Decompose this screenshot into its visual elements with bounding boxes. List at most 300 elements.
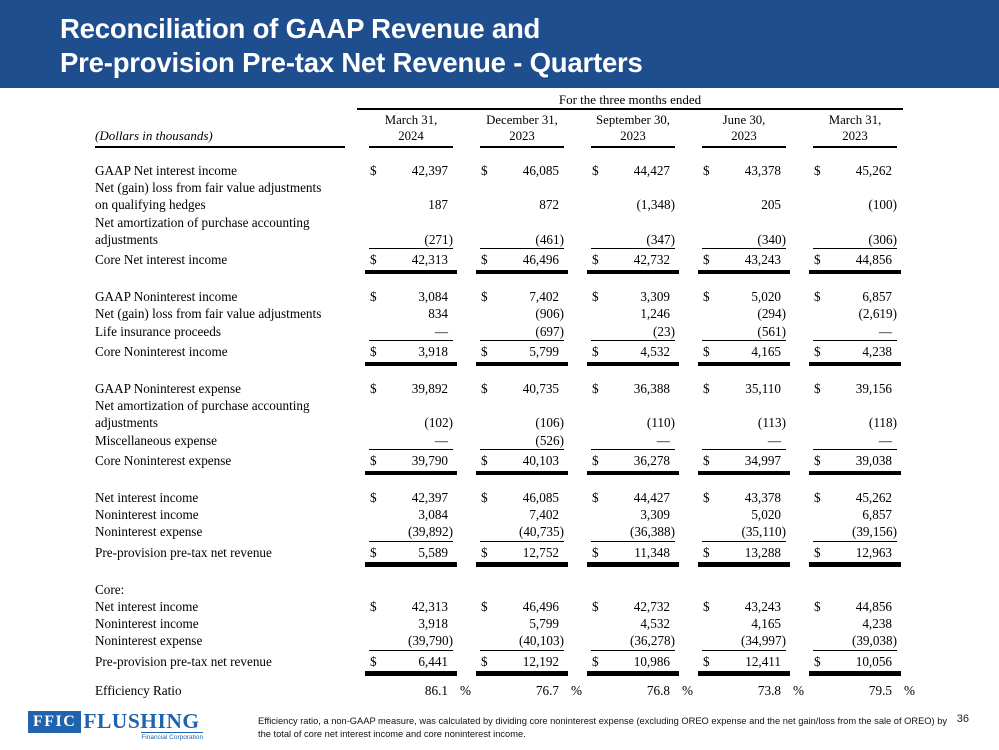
table-row — [95, 323, 910, 340]
dollar-sign: $ — [703, 452, 710, 468]
dollar-sign: $ — [814, 452, 821, 468]
slide-title-line1: Reconciliation of GAAP Revenue and — [60, 13, 541, 44]
value-cell — [591, 305, 675, 322]
cell-value: 4,165 — [751, 343, 781, 359]
value-cell — [480, 414, 564, 431]
row-label — [95, 581, 345, 598]
table-row — [95, 506, 910, 523]
value-cell — [369, 650, 453, 670]
logo-subtitle: Financial Corporation — [141, 734, 204, 741]
dollar-sign: $ — [481, 252, 488, 268]
cell-value: 76.8 — [646, 682, 670, 698]
column-header-date: December 31, — [486, 113, 558, 127]
value-cell — [369, 432, 453, 449]
dollar-sign: $ — [592, 452, 599, 468]
cell-value: (39,156) — [851, 524, 897, 540]
row-label — [95, 632, 345, 649]
cell-value: 12,411 — [745, 653, 781, 669]
dollar-sign: $ — [703, 599, 710, 615]
dollar-sign: $ — [814, 381, 821, 397]
cell-value: 187 — [428, 197, 448, 213]
value-cell — [813, 615, 897, 632]
dollar-sign: $ — [703, 544, 710, 560]
title-banner — [0, 0, 999, 88]
table-section — [95, 288, 910, 360]
value-cell — [813, 432, 897, 449]
value-cell — [369, 305, 453, 322]
value-cell — [702, 682, 804, 699]
row-label-line: Net interest income — [95, 490, 199, 506]
value-cell — [813, 489, 897, 506]
cell-value: — — [767, 432, 781, 448]
table-row — [95, 248, 910, 268]
row-label-line: Core Net interest income — [95, 252, 228, 268]
dollar-sign: $ — [481, 599, 488, 615]
cell-value: — — [878, 432, 892, 448]
value-cell — [813, 231, 897, 248]
cell-value: (36,388) — [629, 524, 675, 540]
efficiency-ratio-footnote: Efficiency ratio, a non-GAAP measure, was calculated by dividing core noninterest expense (excluding OREO expense and the net gain/loss from the sale of OREO) by the total of core net interest income and core noninterest income. — [258, 716, 948, 739]
cell-value: 46,085 — [522, 163, 559, 178]
cell-value: — — [878, 323, 892, 339]
value-cell — [702, 323, 786, 340]
dollar-sign: $ — [592, 163, 599, 178]
dollar-sign: $ — [592, 490, 599, 506]
cell-value: 42,397 — [411, 163, 448, 178]
value-cell — [702, 305, 786, 322]
dollar-sign: $ — [703, 381, 710, 397]
dollar-sign: $ — [814, 490, 821, 506]
cell-value: 205 — [761, 197, 781, 213]
dollar-sign: $ — [370, 452, 377, 468]
value-cell — [480, 288, 564, 305]
dollar-sign: $ — [481, 289, 488, 305]
value-cell — [591, 432, 675, 449]
column-header-date: June 30, — [722, 113, 766, 127]
cell-value: (1,348) — [636, 197, 675, 213]
table-section — [95, 581, 915, 699]
cell-value: 42,732 — [633, 252, 670, 268]
value-cell — [369, 615, 453, 632]
cell-value: 44,856 — [855, 599, 892, 615]
table-row — [95, 682, 915, 699]
cell-value: 39,156 — [855, 381, 892, 397]
cell-value: 6,857 — [862, 289, 892, 305]
cell-value: 3,918 — [418, 343, 448, 359]
cell-value: 5,799 — [529, 343, 559, 359]
value-cell — [591, 231, 675, 248]
value-cell — [369, 196, 453, 213]
row-label — [95, 380, 345, 397]
logo-wordmark — [83, 711, 203, 741]
dollar-sign: $ — [481, 452, 488, 468]
cell-value: (340) — [757, 231, 786, 247]
value-cell — [591, 598, 675, 615]
dollar-sign: $ — [481, 653, 488, 669]
cell-value: 3,084 — [418, 289, 448, 305]
column-header-year: 2023 — [731, 128, 757, 143]
cell-value: — — [434, 432, 448, 448]
row-label — [95, 343, 345, 360]
table-row — [95, 489, 910, 506]
row-label — [95, 523, 345, 540]
value-cell — [480, 380, 564, 397]
cell-value: (526) — [535, 432, 564, 448]
value-cell — [591, 632, 675, 649]
cell-value: 4,532 — [640, 616, 670, 632]
value-cell — [480, 432, 564, 449]
value-cell — [813, 523, 897, 540]
cell-value: (697) — [535, 323, 564, 339]
value-cell — [702, 248, 786, 268]
dollar-sign: $ — [370, 289, 377, 305]
table-row — [95, 598, 910, 615]
dollar-sign: $ — [703, 289, 710, 305]
value-cell — [480, 632, 564, 649]
dollar-sign: $ — [370, 653, 377, 669]
cell-value: 39,790 — [411, 452, 448, 468]
value-cell — [702, 523, 786, 540]
row-label — [95, 544, 345, 561]
percent-sign: % — [460, 682, 471, 698]
value-cell — [369, 682, 471, 699]
cell-value: 5,020 — [751, 289, 781, 305]
value-cell — [369, 414, 453, 431]
table-row — [95, 305, 910, 322]
value-cell — [813, 196, 897, 213]
row-label — [95, 452, 345, 469]
dollar-sign: $ — [592, 252, 599, 268]
table-row — [95, 214, 910, 248]
row-label-line: Noninterest expense — [95, 633, 203, 649]
table-row — [95, 523, 910, 540]
row-label — [95, 653, 345, 670]
row-label — [95, 179, 345, 213]
cell-value: 13,288 — [744, 544, 781, 560]
cell-value: 46,496 — [522, 599, 559, 615]
cell-value: 5,589 — [418, 544, 448, 560]
value-cell — [591, 541, 675, 561]
dollar-sign: $ — [592, 343, 599, 359]
cell-value: 40,735 — [522, 381, 559, 397]
column-header-date: March 31, — [384, 113, 438, 127]
percent-sign: % — [571, 682, 582, 698]
dollar-sign: $ — [703, 163, 710, 178]
value-cell — [591, 615, 675, 632]
dollar-sign: $ — [370, 163, 377, 178]
cell-value: 46,085 — [522, 490, 559, 506]
row-label-line: GAAP Net interest income — [95, 163, 237, 178]
value-cell — [813, 414, 897, 431]
value-cell — [702, 598, 786, 615]
row-label — [95, 251, 345, 268]
column-header-year: 2023 — [620, 128, 646, 143]
row-label — [95, 598, 345, 615]
dollar-sign: $ — [370, 490, 377, 506]
value-cell — [813, 506, 897, 523]
column-header — [480, 110, 564, 148]
value-cell — [813, 340, 897, 360]
row-label-line: Efficiency Ratio — [95, 682, 182, 698]
table-row — [95, 380, 910, 397]
value-cell — [813, 323, 897, 340]
table-body — [95, 162, 915, 699]
value-cell — [702, 162, 786, 179]
row-label-line: Core Noninterest expense — [95, 452, 232, 468]
cell-value: 5,020 — [751, 507, 781, 523]
value-cell — [702, 615, 786, 632]
value-cell — [480, 489, 564, 506]
value-cell — [702, 432, 786, 449]
value-cell — [480, 541, 564, 561]
value-cell — [480, 523, 564, 540]
value-cell — [480, 650, 564, 670]
value-cell — [702, 414, 786, 431]
dollar-sign: $ — [814, 653, 821, 669]
cell-value: (113) — [757, 415, 786, 431]
cell-value: (347) — [646, 231, 675, 247]
row-label-line: Noninterest income — [95, 507, 199, 523]
value-cell — [480, 248, 564, 268]
value-cell — [702, 380, 786, 397]
cell-value: 73.8 — [757, 682, 781, 698]
table-row — [95, 397, 910, 431]
dollar-sign: $ — [370, 599, 377, 615]
cell-value: 4,238 — [862, 616, 892, 632]
table-row — [95, 615, 910, 632]
column-header-date: March 31, — [828, 113, 882, 127]
value-cell — [369, 323, 453, 340]
dollar-sign: $ — [814, 544, 821, 560]
column-header-year: 2023 — [842, 128, 868, 143]
value-cell — [813, 305, 897, 322]
value-cell — [591, 506, 675, 523]
value-cell — [702, 288, 786, 305]
dollar-sign: $ — [592, 381, 599, 397]
value-cell — [813, 162, 897, 179]
value-cell — [591, 380, 675, 397]
row-label — [95, 214, 345, 248]
value-cell — [369, 162, 453, 179]
row-label — [95, 506, 345, 523]
cell-value: 11,348 — [634, 544, 670, 560]
value-cell — [369, 598, 453, 615]
value-cell — [369, 231, 453, 248]
value-cell — [702, 506, 786, 523]
percent-sign: % — [682, 682, 693, 698]
dollar-sign: $ — [592, 599, 599, 615]
dollar-sign: $ — [481, 343, 488, 359]
cell-value: 6,857 — [862, 507, 892, 523]
cell-value: (39,892) — [407, 524, 453, 540]
row-label-line: Net (gain) loss from fair value adjustments — [95, 180, 322, 196]
column-header — [369, 110, 453, 148]
cell-value: 44,856 — [855, 252, 892, 268]
cell-value: 6,441 — [418, 653, 448, 669]
cell-value: 4,238 — [862, 343, 892, 359]
cell-value: (34,997) — [740, 633, 786, 649]
cell-value: 10,986 — [633, 653, 670, 669]
row-label-line: Net interest income — [95, 599, 199, 615]
table-row — [95, 449, 910, 469]
cell-value: (40,735) — [518, 524, 564, 540]
value-cell — [369, 288, 453, 305]
cell-value: (118) — [868, 415, 897, 431]
cell-value: 10,056 — [855, 653, 892, 669]
value-cell — [369, 248, 453, 268]
row-label-line: GAAP Noninterest expense — [95, 381, 242, 397]
dollar-sign: $ — [703, 343, 710, 359]
row-label-line: adjustments — [95, 231, 159, 247]
value-cell — [702, 196, 786, 213]
row-label-line: adjustments — [95, 415, 159, 431]
value-cell — [813, 541, 897, 561]
dollar-sign: $ — [703, 653, 710, 669]
cell-value: 834 — [428, 306, 448, 322]
dollar-sign: $ — [481, 490, 488, 506]
value-cell — [813, 682, 915, 699]
row-label-line: Core: — [95, 581, 125, 597]
cell-value: (36,278) — [629, 633, 675, 649]
row-label-line: Life insurance proceeds — [95, 323, 221, 339]
dollar-sign: $ — [814, 343, 821, 359]
dollar-sign: $ — [370, 544, 377, 560]
cell-value: 3,309 — [640, 507, 670, 523]
dollar-sign: $ — [814, 163, 821, 178]
table-row — [95, 581, 910, 598]
table-section — [95, 489, 910, 561]
dollar-sign: $ — [481, 381, 488, 397]
dollar-sign: $ — [370, 343, 377, 359]
reconciliation-table — [95, 92, 915, 719]
company-logo — [28, 711, 203, 741]
cell-value: 36,388 — [633, 381, 670, 397]
cell-value: 5,799 — [529, 616, 559, 632]
dollar-sign: $ — [370, 252, 377, 268]
value-cell — [591, 414, 675, 431]
dollar-sign: $ — [481, 544, 488, 560]
value-cell — [591, 650, 675, 670]
row-label — [95, 397, 345, 431]
slide-title-line2: Pre-provision Pre-tax Net Revenue - Quarters — [60, 47, 643, 78]
row-label — [95, 432, 345, 449]
dollar-sign: $ — [703, 252, 710, 268]
value-cell — [480, 305, 564, 322]
value-cell — [369, 541, 453, 561]
row-label-line: Net (gain) loss from fair value adjustments — [95, 306, 322, 322]
table-row — [95, 179, 910, 213]
cell-value: (906) — [535, 306, 564, 322]
percent-sign: % — [793, 682, 804, 698]
percent-sign: % — [904, 682, 915, 698]
cell-value: 43,243 — [744, 252, 781, 268]
value-cell — [813, 650, 897, 670]
row-label — [95, 288, 345, 305]
cell-value: 42,313 — [411, 599, 448, 615]
cell-value: 35,110 — [745, 381, 781, 397]
row-label-line: Noninterest income — [95, 616, 199, 632]
cell-value: 43,378 — [744, 163, 781, 178]
value-cell — [702, 650, 786, 670]
value-cell — [813, 632, 897, 649]
table-row — [95, 650, 910, 670]
row-label-line: Net amortization of purchase accounting — [95, 214, 310, 230]
cell-value: 86.1 — [424, 682, 448, 698]
cell-value: 40,103 — [522, 452, 559, 468]
cell-value: 3,309 — [640, 289, 670, 305]
cell-value: 3,918 — [418, 616, 448, 632]
value-cell — [369, 489, 453, 506]
table-row — [95, 162, 910, 179]
cell-value: 34,997 — [744, 452, 781, 468]
cell-value: 45,262 — [855, 163, 892, 178]
cell-value: 42,732 — [633, 599, 670, 615]
cell-value: 46,496 — [522, 252, 559, 268]
value-cell — [591, 340, 675, 360]
table-section — [95, 380, 910, 469]
dollar-sign: $ — [592, 289, 599, 305]
value-cell — [591, 449, 675, 469]
value-cell — [480, 506, 564, 523]
value-cell — [591, 288, 675, 305]
table-row — [95, 340, 910, 360]
cell-value: 76.7 — [535, 682, 559, 698]
cell-value: (271) — [424, 231, 453, 247]
cell-value: (23) — [653, 323, 675, 339]
cell-value: (110) — [646, 415, 675, 431]
page-number: 36 — [956, 713, 969, 725]
dollar-sign: $ — [703, 490, 710, 506]
cell-value: — — [656, 432, 670, 448]
cell-value: 39,038 — [855, 452, 892, 468]
logo-ffic-mark: FFIC — [28, 711, 81, 733]
value-cell — [480, 196, 564, 213]
cell-value: 7,402 — [529, 507, 559, 523]
dollar-sign: $ — [481, 163, 488, 178]
value-cell — [591, 196, 675, 213]
value-cell — [591, 323, 675, 340]
cell-value: (561) — [757, 323, 786, 339]
value-cell — [369, 506, 453, 523]
row-label-line: Miscellaneous expense — [95, 432, 217, 448]
row-label-line: on qualifying hedges — [95, 197, 206, 213]
value-cell — [480, 340, 564, 360]
value-cell — [369, 380, 453, 397]
cell-value: 3,084 — [418, 507, 448, 523]
value-cell — [480, 323, 564, 340]
dollar-sign: $ — [814, 599, 821, 615]
cell-value: 1,246 — [640, 306, 670, 322]
value-cell — [813, 449, 897, 469]
value-cell — [480, 231, 564, 248]
value-cell — [813, 598, 897, 615]
cell-value: 7,402 — [529, 289, 559, 305]
cell-value: (39,038) — [851, 633, 897, 649]
column-header-date: September 30, — [596, 113, 670, 127]
table-section — [95, 162, 910, 268]
cell-value: (100) — [868, 197, 897, 213]
column-header — [702, 110, 786, 148]
value-cell — [702, 340, 786, 360]
value-cell — [702, 231, 786, 248]
dollar-sign: $ — [814, 289, 821, 305]
column-header — [591, 110, 675, 148]
value-cell — [480, 615, 564, 632]
cell-value: 4,532 — [640, 343, 670, 359]
value-cell — [702, 541, 786, 561]
table-row — [95, 432, 910, 449]
value-cell — [702, 449, 786, 469]
